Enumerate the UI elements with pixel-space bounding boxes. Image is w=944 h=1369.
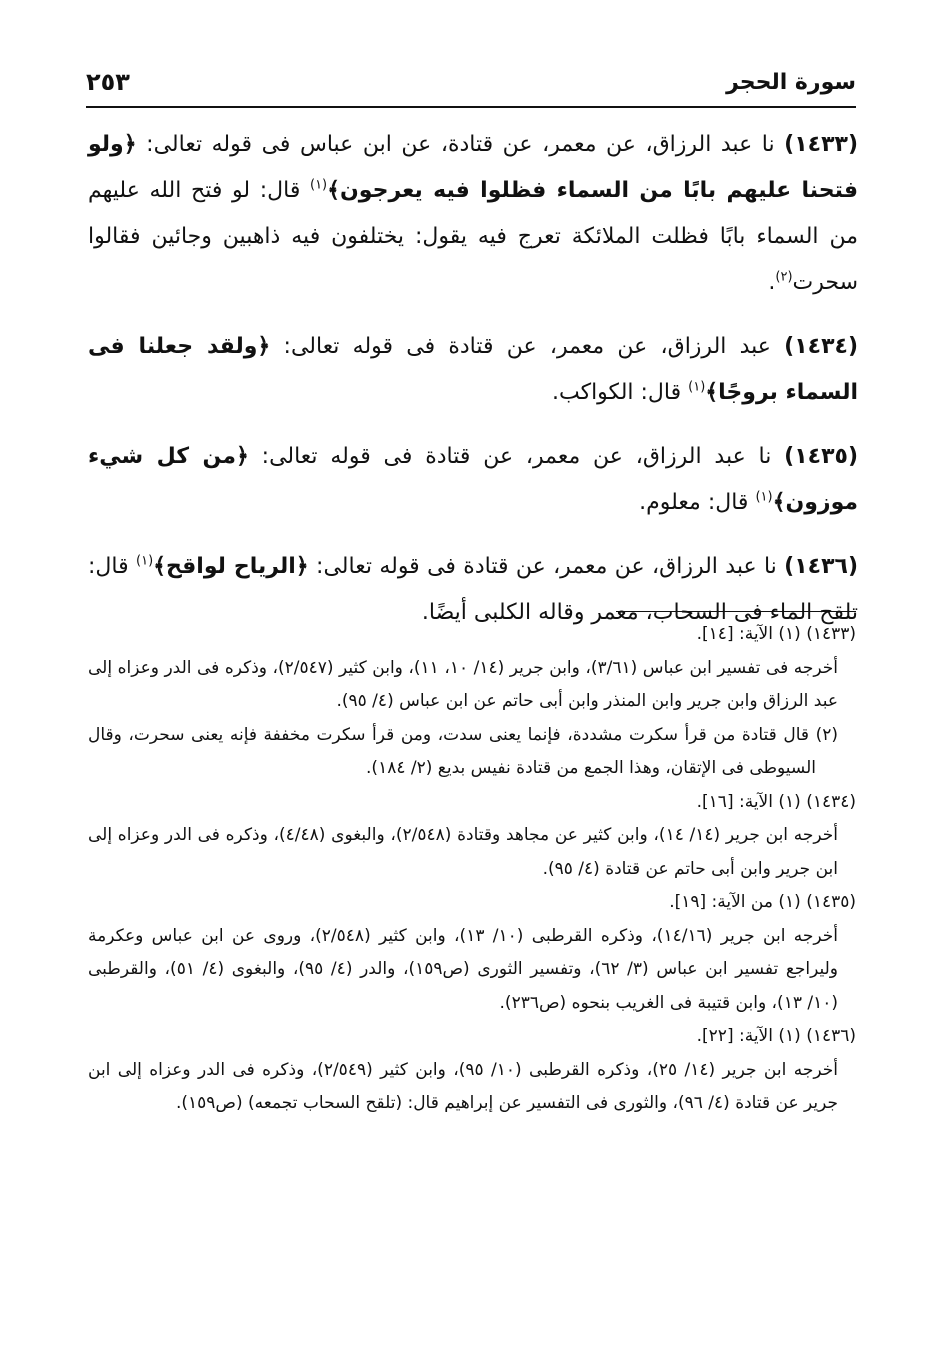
entry-number: (١٤٣٦)	[784, 554, 859, 579]
entry-text: قال: لو فتح الله عليهم من السماء بابًا فظلت الملائكة تعرج فيه يقول: يختلفون فيه ذاهبين وجائين فقالوا سحرت	[88, 178, 858, 295]
quran-verse: ﴿ولقد جعلنا فى السماء بروجًا﴾	[88, 334, 858, 405]
entry-text: قال: معلوم.	[639, 490, 756, 515]
footnote-text: أخرجه ابن جرير (١٤/١٦)، وذكره القرطبى (١٠/ ١٣)، وابن كثير (٢/٥٤٨)، وروى عن ابن عباس وعكرمة وليراجع تفسير ابن عباس (٣/ ٦٢)، وتفسير الثورى (ص١٥٩)، والدر (٤/ ٩٥)، والبغوى (٤/ ٥١)، والقرطبى (١٠/ ١٣)، وابن قتيبة فى الغريب بنحوه (ص٢٣٦).	[88, 925, 839, 1013]
entry-intro: عبد الرزاق، عن معمر، عن قتادة فى قوله تعالى:	[270, 334, 785, 359]
entry-intro: نا عبد الرزاق، عن معمر، عن قتادة فى قوله تعالى:	[248, 444, 785, 469]
footnote-text: أخرجه فى تفسير ابن عباس (٣/٦١)، وابن جرير (١٤/ ١٠، ١١)، وابن كثير (٢/٥٤٧)، وذكره فى الدر وعزاه إلى عبد الرزاق وابن جرير وابن المنذر وابن أبى حاتم عن ابن عباس (٤/ ٩٥).	[88, 657, 838, 711]
header-rule	[86, 106, 856, 108]
entry-intro: نا عبد الرزاق، عن معمر، عن قتادة، عن ابن عباس فى قوله تعالى:	[136, 132, 785, 157]
entry-1433	[88, 122, 858, 306]
running-header	[86, 62, 856, 106]
surah-title: سورة الحجر	[726, 70, 856, 95]
quran-verse: ﴿من كل شيء موزون﴾	[88, 444, 858, 515]
footnote-heading-1434: (١٤٣٤) (١) الآية: [١٦].	[696, 791, 856, 812]
footnote-marker: (٢)	[775, 269, 793, 285]
footnote-heading-1435: (١٤٣٥) (١) من الآية: [١٩].	[669, 892, 856, 912]
footnote-marker: (١)	[136, 553, 154, 569]
entry-1434	[88, 324, 858, 416]
entry-intro: نا عبد الرزاق، عن معمر، عن قتادة فى قوله تعالى:	[308, 554, 785, 579]
entry-number: (١٤٣٤)	[784, 334, 858, 359]
entry-number: (١٤٣٥)	[784, 444, 858, 469]
quran-verse: ﴿ولو فتحنا عليهم بابًا من السماء فظلوا فيه يعرجون﴾	[88, 132, 859, 203]
main-text	[88, 122, 858, 654]
entry-text: قال: الكواكب.	[552, 380, 689, 405]
footnote-text: أخرجه ابن جرير (١٤/ ١٤)، وابن كثير عن مجاهد وقتادة (٢/٥٤٨)، والبغوى (٤/٤٨)، وذكره فى الدر وعزاه إلى ابن جرير وابن أبى حاتم عن قتادة (٤/ ٩٥).	[88, 825, 838, 879]
footnote-separator	[616, 611, 856, 612]
footnote-marker: (١)	[755, 489, 773, 505]
footnote-marker: (١)	[688, 379, 706, 395]
footnote-heading-1436: (١٤٣٦) (١) الآية: [٢٢].	[696, 1026, 856, 1046]
footnote-text: (٢) قال قتادة من قرأ سكرت مشددة، فإنما يعنى سدت، ومن قرأ سكرت مخففة فإنه يعنى سحرت، وقال السيوطى فى الإتقان، وهذا الجمع من قتادة نفيس بديع (٢/ ١٨٤).	[88, 724, 838, 778]
quran-verse: ﴿الرياح لواقح﴾	[153, 554, 309, 579]
footnotes	[88, 618, 856, 1121]
footnote-heading-1433: (١٤٣٣) (١) الآية: [١٤].	[696, 624, 856, 644]
entry-text: قال: تلقح الماء فى السحاب، معمر وقاله الكلبى أيضًا.	[88, 554, 858, 625]
entry-1435	[88, 434, 858, 526]
entry-end: .	[768, 270, 776, 295]
page-number: ٢٥٣	[86, 68, 130, 96]
footnote-marker: (١)	[309, 177, 328, 193]
entry-number: (١٤٣٣)	[784, 132, 858, 157]
footnote-text: أخرجه ابن جرير (١٤/ ٢٥)، وذكره القرطبى (١٠/ ٩٥)، وابن كثير (٢/٥٤٩)، وذكره فى الدر وعزاه إلى ابن جرير عن قتادة (٤/ ٩٦)، والثورى فى التفسير عن إبراهيم قال: (تلقح السحاب تجمعه) (ص١٥٩).	[88, 1059, 838, 1113]
